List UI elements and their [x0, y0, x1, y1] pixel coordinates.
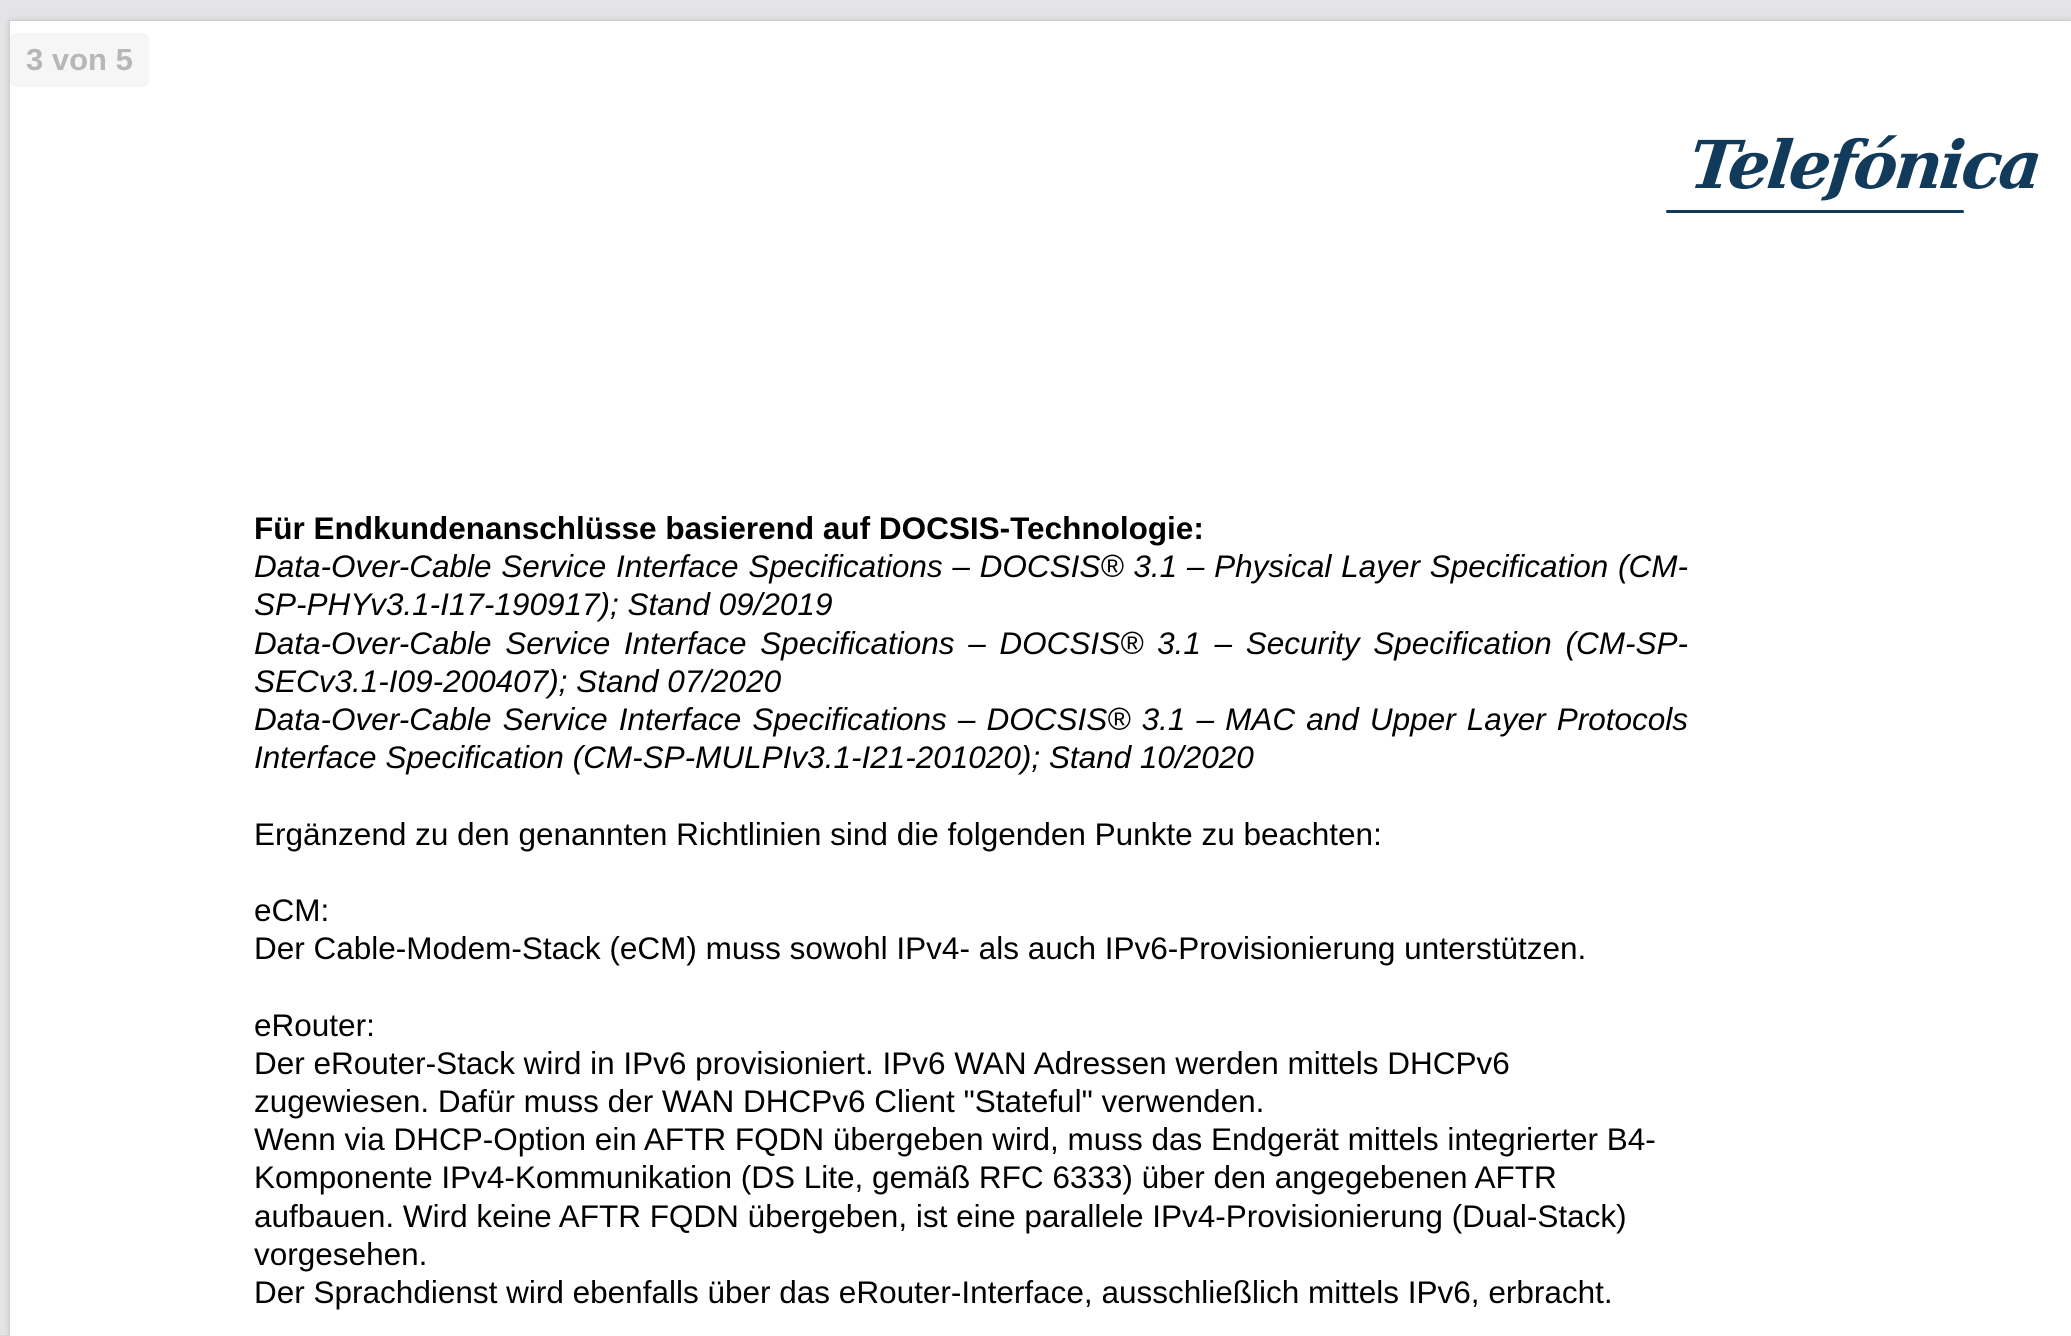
ecm-label: eCM: — [254, 892, 330, 928]
erouter-label: eRouter: — [254, 1006, 375, 1043]
reference-item: Data-Over-Cable Service Interface Specifications – DOCSIS® 3.1 – Physical Layer Specification (CM-SP-PHYv3.1-I17-190917); Stand 09/2019 — [254, 548, 1688, 623]
intro-text: Ergänzend zu den genannten Richtlinien sind die folgenden Punkte zu beachten: — [254, 815, 1382, 852]
erouter-paragraph: Der Sprachdienst wird ebenfalls über das eRouter-Interface, ausschließlich mittels IPv6, erbracht. — [254, 1274, 1613, 1311]
reference-item: Data-Over-Cable Service Interface Specifications – DOCSIS® 3.1 – Security Specification (CM-SP-SECv3.1-I09-200407); Stand 07/2020 — [254, 624, 1688, 699]
section-heading: Für Endkundenanschlüsse basierend auf DOCSIS-Technologie: — [254, 510, 1204, 546]
logo-wordmark: Telefónica — [1685, 126, 2044, 204]
ecm-text: Der Cable-Modem-Stack (eCM) muss sowohl IPv4- als auch IPv6-Provisionierung unterstützen. — [254, 930, 1587, 967]
logo-underline — [1666, 210, 1964, 213]
erouter-paragraph: Der eRouter-Stack wird in IPv6 provisioniert. IPv6 WAN Adressen werden mittels DHCPv6 zugewiesen. Dafür muss der WAN DHCPv6 Client "Stateful" verwenden. — [254, 1044, 1510, 1119]
document-content — [254, 509, 1688, 1311]
reference-item: Data-Over-Cable Service Interface Specifications – DOCSIS® 3.1 – MAC and Upper Layer Protocols Interface Specification (CM-SP-MULPIv3.1-I21-201020); Stand 10/2020 — [254, 701, 1688, 776]
page-indicator: 3 von 5 — [10, 33, 149, 87]
erouter-paragraph: Wenn via DHCP-Option ein AFTR FQDN übergeben wird, muss das Endgerät mittels integrierter B4-Komponente IPv4-Kommunikation (DS Lite, gemäß RFC 6333) über den angegebenen AFTR aufbauen. Wird keine AFTR FQDN übergeben, ist eine parallele IPv4-Provisionierung (Dual-Stack) vorgesehen. — [254, 1121, 1656, 1272]
telefonica-logo — [1660, 118, 2044, 223]
